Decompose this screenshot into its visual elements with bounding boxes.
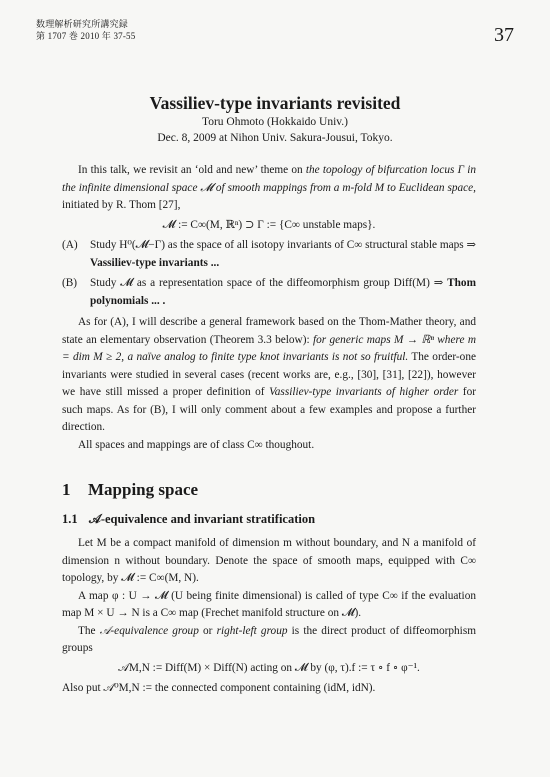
- equation-mapping-space: 𝓜 := C∞(M, ℝⁿ) ⊃ Γ := {C∞ unstable maps}.: [162, 218, 376, 231]
- subsection-heading: [62, 512, 315, 527]
- section-paragraph-3: The 𝒜-equivalence group or right-left group is the direct product of diffeomorphism groups: [62, 624, 477, 654]
- section-heading: [62, 480, 198, 500]
- date-line: Dec. 8, 2009 at Nihon Univ. Sakura-Jousui, Tokyo.: [157, 132, 393, 144]
- intro-paragraph-3: All spaces and mappings are of class C∞ thoughout.: [78, 438, 315, 451]
- subsection-number: 1.1: [62, 512, 78, 526]
- section-number: 1: [62, 480, 71, 499]
- section-paragraph-2: A map φ : U → 𝓜 (U being finite dimensional) is called of type C∞ if the evaluation map M × U → N is a C∞ map (Frechet manifold structure on 𝓜).: [62, 589, 476, 619]
- section-paragraph-4: Also put 𝒜⁰M,N := the connected component containing (idM, idN).: [62, 682, 376, 694]
- item-b-label: (B): [62, 277, 78, 289]
- section-title: Mapping space: [88, 480, 199, 499]
- page-number: 37: [494, 24, 514, 46]
- section-paragraph-1: Let M be a compact manifold of dimension m without boundary, and N a manifold of dimension n without boundary. Denote the space of smooth maps, equipped with C∞ topology, by 𝓜 := C∞(M, N).: [62, 537, 476, 584]
- equation-group-action: 𝒜M,N := Diff(M) × Diff(N) acting on 𝓜 by (φ, τ).f := τ ∘ f ∘ φ⁻¹.: [118, 661, 420, 674]
- paper-title: Vassiliev-type invariants revisited: [149, 93, 401, 113]
- list-item-a: (A) Study H⁰(𝓜−Γ) as the space of all isotopy invariants of C∞ structural stable maps ⇒ Vassiliev-type invariants ...: [62, 237, 476, 272]
- intro-paragraph-2: As for (A), I will describe a general framework based on the Thom-Mather theory, and state an elementary observation (Theorem 3.3 below): for generic maps M → ℝⁿ where m = dim M ≥ 2, a naïve analog to finite type knot invariants is not so fruitful. The order-one invariants were studied in several cases (recent works are, e.g., [30], [31], [22]), however we have still missed a proper definition of Vassiliev-type invariants of higher order for such maps. As for (B), I will only comment about a few examples and propose a further direction.: [62, 316, 476, 433]
- author-line: Toru Ohmoto (Hokkaido Univ.): [201, 116, 348, 128]
- subsection-title: 𝒜-equivalence and invariant stratification: [89, 512, 316, 526]
- section-body: [62, 535, 476, 698]
- volume-line: 第 1707 巻 2010 年 37-55: [36, 31, 136, 41]
- intro-paragraph-1: In this talk, we revisit an ‘old and new’ theme on the topology of bifurcation locus Γ in the infinite dimensional space 𝓜 of smooth mappings from a m-fold M to Euclidean space, initiated by R. Thom [27],: [62, 164, 476, 211]
- journal-name: 数理解析研究所講究録: [36, 19, 129, 29]
- list-item-b: (B) Study 𝓜 as a representation space of the diffeomorphism group Diff(M) ⇒ Thom polynomials ... .: [62, 275, 476, 310]
- intro-block: [62, 162, 476, 454]
- item-a-label: (A): [62, 239, 78, 251]
- journal-header: [36, 18, 135, 42]
